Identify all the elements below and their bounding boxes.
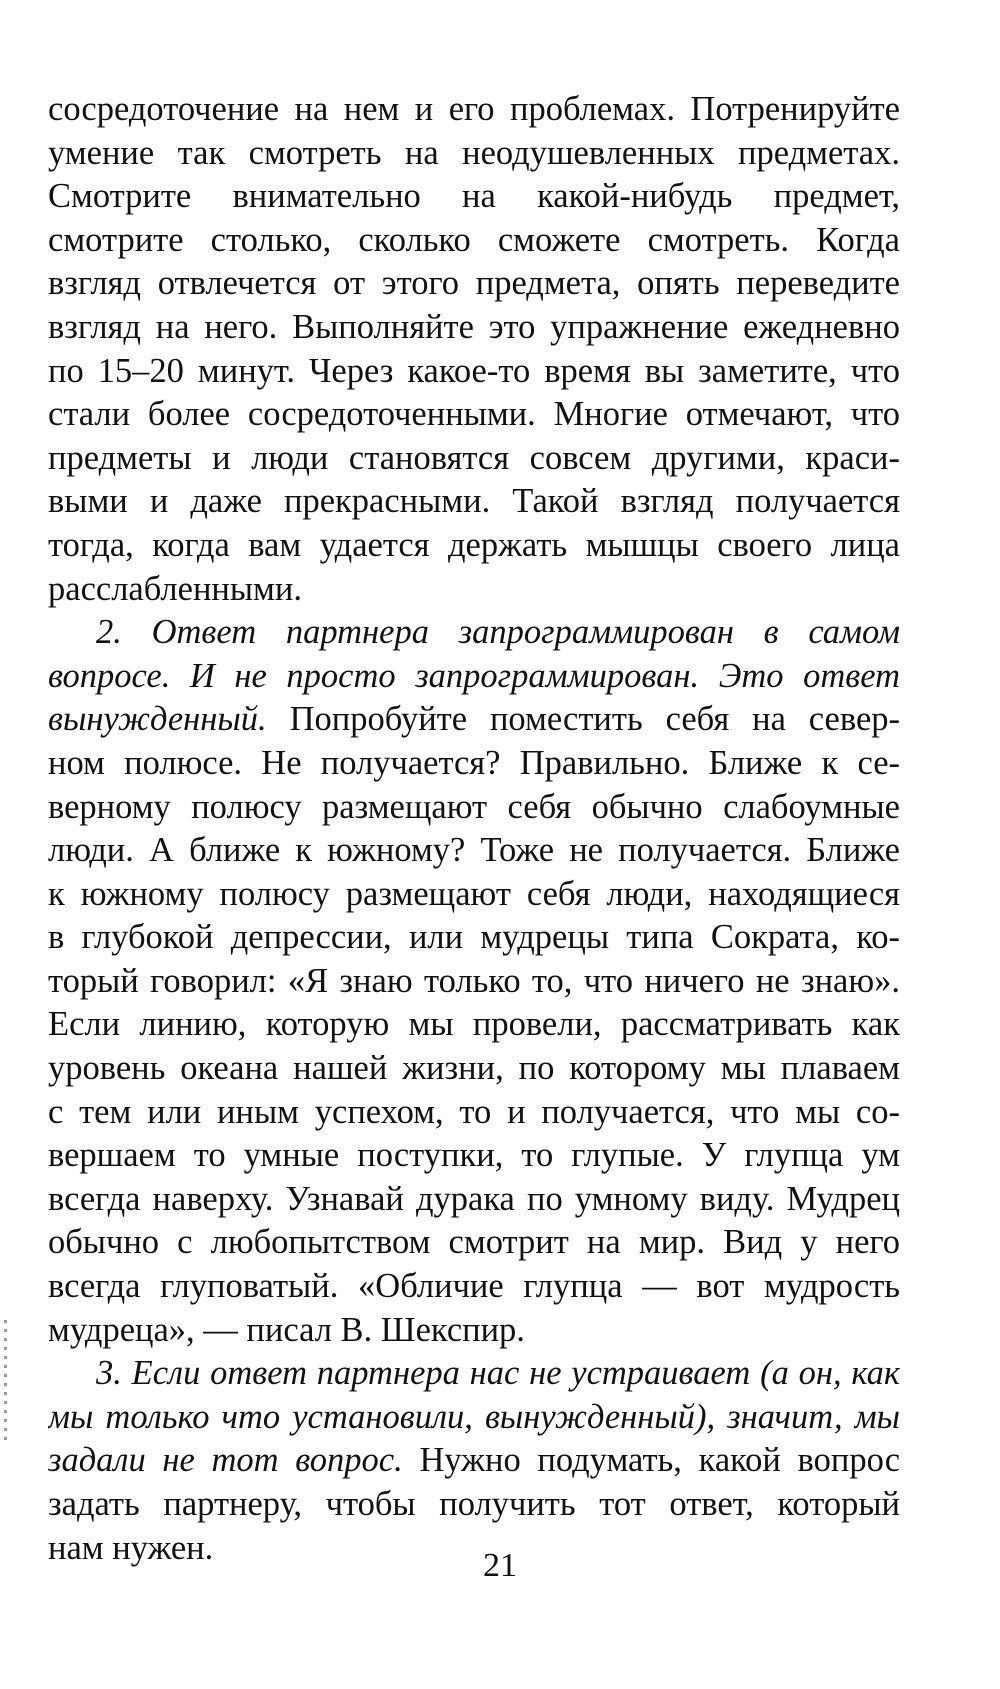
text-line: с тем или иным успехом, то и получается, что мы со- [48, 1092, 900, 1131]
text-line: всегда наверху. Узнавай дурака по умному виду. Мудрец [48, 1179, 900, 1218]
paragraph-3-heading-line: 3. Если ответ партнера нас не устраивает (а он, как [96, 1354, 900, 1393]
text-line: тогда, когда вам удается держать мышцы своего лица [48, 525, 900, 564]
page-body-text [48, 88, 900, 1570]
text-line: всегда глуповатый. «Обличие глупца — вот мудрость [48, 1267, 900, 1306]
text-line: люди. А ближе к южному? Тоже не получается. Ближе [48, 831, 900, 870]
text-line: смотрите столько, сколько сможете смотреть. Когда [48, 220, 900, 259]
text-line: вершаем то умные поступки, то глупые. У глупца ум [48, 1136, 900, 1175]
page-number: 21 [483, 1547, 517, 1584]
text-line: задали не тот вопрос. Нужно подумать, какой вопрос [48, 1441, 900, 1480]
text-line: стали более сосредоточенными. Многие отмечают, что [48, 395, 900, 434]
paragraph-end-line: расслабленными. [48, 569, 302, 608]
text-line: верному полюсу размещают себя обычно слабоумные [48, 787, 900, 826]
text-line: обычно с любопытством смотрит на мир. Вид у него [48, 1223, 900, 1262]
text-line: в глубокой депрессии, или мудрецы типа Сократа, ко- [48, 918, 900, 957]
scan-edge-mark [4, 1320, 7, 1440]
text-line: выми и даже прекрасными. Такой взгляд получается [48, 482, 900, 521]
text-line: уровень океана нашей жизни, по которому мы плаваем [48, 1049, 900, 1088]
paragraph-end-line: нам нужен. [48, 1528, 214, 1567]
text-line: взгляд на него. Выполняйте это упражнение ежедневно [48, 307, 900, 346]
text-line: сосредоточение на нем и его проблемах. Потренируйте [48, 90, 900, 128]
text-line: Если линию, которую мы провели, рассматривать как [48, 1005, 900, 1044]
text-line: мы только что установили, вынужденный), значит, мы [48, 1397, 900, 1436]
text-line: к южному полюсу размещают себя люди, находящиеся [48, 874, 900, 913]
text-line: вынужденный. Попробуйте поместить себя на север- [48, 700, 900, 739]
text-line: умение так смотреть на неодушевленных предметах. [48, 133, 900, 172]
text-line: задать партнеру, чтобы получить тот ответ, который [48, 1485, 900, 1523]
text-line: предметы и люди становятся совсем другими, краси- [48, 438, 900, 477]
text-line: по 15–20 минут. Через какое-то время вы заметите, что [48, 351, 900, 390]
text-line: взгляд отвлечется от этого предмета, опять переведите [48, 264, 900, 303]
paragraph-end-line: мудреца», — писал В. Шекспир. [48, 1310, 525, 1349]
text-line: ном полюсе. Не получается? Правильно. Ближе к се- [48, 743, 900, 782]
text-line: торый говорил: «Я знаю только то, что ничего не знаю». [48, 961, 900, 1000]
text-line: Смотрите внимательно на какой-нибудь предмет, [48, 177, 900, 216]
paragraph-2-heading-line: 2. Ответ партнера запрограммирован в самом [96, 613, 900, 652]
text-line: вопросе. И не просто запрограммирован. Это ответ [48, 656, 900, 695]
